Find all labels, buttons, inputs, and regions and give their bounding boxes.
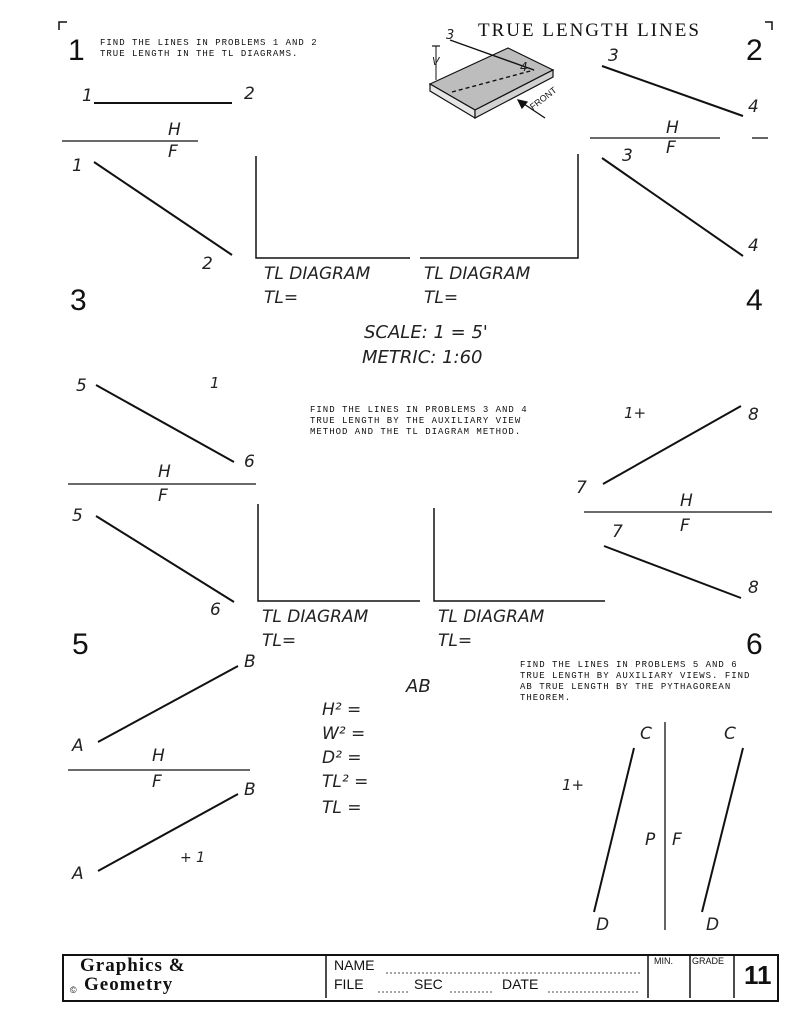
- p5-label-f: F: [152, 772, 162, 792]
- pictorial-label-front: FRONT: [528, 84, 559, 112]
- logo-line-1: Graphics &: [80, 955, 186, 976]
- problem-number-5: 5: [72, 628, 89, 661]
- name-field-label: NAME: [334, 957, 375, 973]
- instructions-problems-1-2: FIND THE LINES IN PROBLEMS 1 AND 2 TRUE LENGTH IN THE TL DIAGRAMS.: [100, 38, 318, 59]
- copyright-mark: ©: [70, 985, 77, 995]
- pythagorean-d2: D² =: [322, 748, 362, 768]
- p1-tl-diagram-axes: [256, 156, 410, 258]
- p4-top-label-a: 7: [576, 478, 587, 498]
- grade-label: GRADE: [692, 956, 725, 966]
- min-label: MIN.: [654, 956, 673, 966]
- p1-front-label-a: 1: [72, 156, 83, 176]
- scale-imperial: SCALE: 1 = 5': [364, 322, 488, 343]
- p3-front-view-line: [96, 516, 234, 602]
- p4-front-label-b: 8: [748, 578, 759, 598]
- p2-top-label-a: 3: [608, 46, 619, 66]
- p6-front-label-d: D: [706, 915, 720, 935]
- p2-tl-value: TL=: [424, 288, 459, 308]
- p4-top-label-b: 8: [748, 405, 759, 425]
- p1-front-view-line: [94, 162, 232, 255]
- pythagorean-w2: W² =: [322, 724, 366, 744]
- problem-number-6: 6: [746, 628, 763, 661]
- p5-front-label-a: A: [72, 864, 84, 884]
- p1-label-f: F: [168, 142, 178, 162]
- p4-tl-value: TL=: [438, 631, 473, 651]
- p3-tl-diagram-label: TL DIAGRAM: [262, 607, 369, 627]
- sheet-number: 11: [744, 960, 772, 990]
- pictorial-label-3: 3: [446, 28, 455, 43]
- p1-front-label-b: 2: [202, 254, 213, 274]
- p5-top-label-a: A: [72, 736, 84, 756]
- p4-label-h: H: [680, 491, 693, 511]
- p1-tl-value: TL=: [264, 288, 299, 308]
- p6-front-label-c: C: [724, 724, 736, 744]
- p4-front-view-line: [604, 546, 741, 598]
- p1-top-label-a: 1: [82, 86, 93, 106]
- p5-top-view-line: [98, 666, 238, 742]
- corner-mark-top-right: [765, 22, 772, 30]
- p1-label-h: H: [168, 120, 181, 140]
- p3-tl-diagram-axes: [258, 504, 420, 601]
- pictorial-label-4: 4: [520, 60, 528, 74]
- instructions-problems-5-6: FIND THE LINES IN PROBLEMS 5 AND 6 TRUE LENGTH BY AUXILIARY VIEWS. FIND AB TRUE LENGTH BY THE PYTHAGOREAN THEOREM.: [520, 660, 751, 703]
- pythagorean-tl2: TL² =: [322, 772, 369, 792]
- p5-front-view-line: [98, 794, 238, 871]
- p3-top-label-a: 5: [76, 376, 87, 396]
- p3-label-f: F: [158, 486, 168, 506]
- p1-top-label-b: 2: [244, 84, 255, 104]
- instructions-problems-3-4: FIND THE LINES IN PROBLEMS 3 AND 4 TRUE LENGTH BY THE AUXILIARY VIEW METHOD AND THE TL DIAGRAM METHOD.: [310, 405, 528, 437]
- p3-tl-value: TL=: [262, 631, 297, 651]
- p5-label-h: H: [152, 746, 165, 766]
- p2-label-h: H: [666, 118, 679, 138]
- problem-number-3: 3: [70, 284, 87, 317]
- pythagorean-heading: AB: [406, 676, 431, 697]
- p4-marker-1-plus: 1+: [624, 404, 647, 422]
- p4-tl-diagram-label: TL DIAGRAM: [438, 607, 545, 627]
- worksheet-title: TRUE LENGTH LINES: [478, 20, 701, 41]
- p5-front-label-b: B: [244, 780, 256, 800]
- pythagorean-tl: TL =: [322, 798, 362, 818]
- problem-number-4: 4: [746, 284, 763, 317]
- logo-line-2: Geometry: [84, 974, 174, 995]
- sec-field-label: SEC: [414, 976, 443, 992]
- problem-number-2: 2: [746, 34, 763, 67]
- p6-profile-label-d: D: [596, 915, 610, 935]
- p3-marker-1: 1: [210, 374, 220, 392]
- p4-tl-diagram-axes: [434, 508, 605, 601]
- p6-profile-label-c: C: [640, 724, 652, 744]
- p6-label-p: P: [645, 830, 656, 850]
- p3-top-label-b: 6: [244, 452, 255, 472]
- p2-front-view-line: [602, 158, 743, 256]
- p3-front-label-b: 6: [210, 600, 221, 620]
- p2-tl-diagram-label: TL DIAGRAM: [424, 264, 531, 284]
- p4-label-f: F: [680, 516, 690, 536]
- corner-mark-top-left: [59, 22, 67, 30]
- p2-front-label-b: 4: [748, 236, 759, 256]
- p5-marker-plus-1: + 1: [180, 850, 206, 866]
- p6-front-view-line: [702, 748, 743, 912]
- problem-number-1: 1: [68, 34, 85, 67]
- p6-label-f: F: [672, 830, 682, 850]
- p6-profile-view-line: [594, 748, 634, 912]
- p3-label-h: H: [158, 462, 171, 482]
- file-field-label: FILE: [334, 976, 364, 992]
- p2-top-label-b: 4: [748, 97, 759, 117]
- p1-tl-diagram-label: TL DIAGRAM: [264, 264, 371, 284]
- p2-front-label-a: 3: [622, 146, 633, 166]
- scale-metric: METRIC: 1:60: [362, 347, 483, 368]
- p2-label-f: F: [666, 138, 676, 158]
- p3-front-label-a: 5: [72, 506, 83, 526]
- p5-top-label-b: B: [244, 652, 256, 672]
- pictorial-label-v: V: [432, 55, 440, 68]
- pythagorean-h2: H² =: [322, 700, 362, 720]
- p3-top-view-line: [96, 385, 234, 462]
- date-field-label: DATE: [502, 976, 539, 992]
- p6-marker-1-plus: 1+: [562, 776, 585, 794]
- p2-top-view-line: [602, 66, 743, 116]
- p4-front-label-a: 7: [612, 522, 623, 542]
- p2-tl-diagram-axes: [420, 154, 578, 258]
